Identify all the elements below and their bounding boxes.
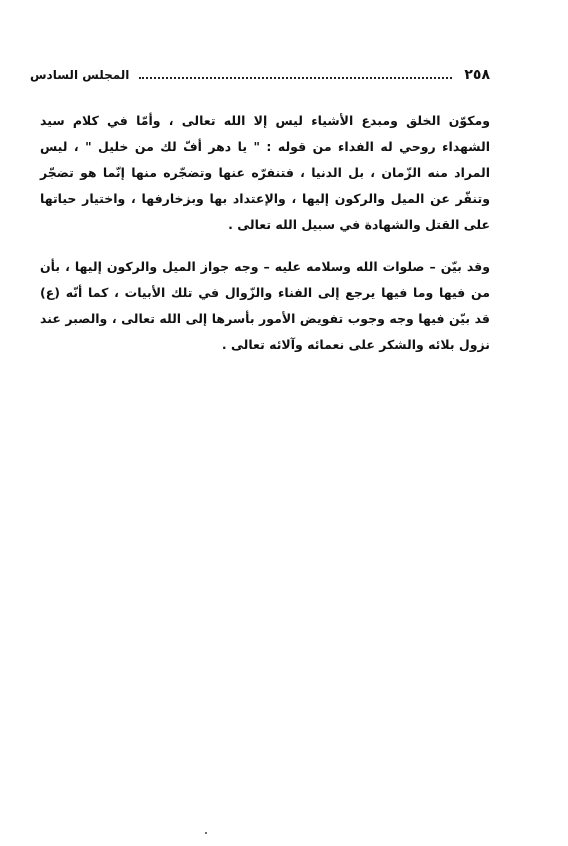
- dotted-leader: [139, 77, 452, 79]
- paragraph-1: ومكوّن الخلق ومبدع الأشياء ليس إلا الله تعالى ، وأمّا في كلام سيد الشهداء روحي له الفداء من قوله : " يا دهر أفّ لك من خليل " ، ليس المراد منه الزّمان ، بل الدنيا ، فتنفرّه عنها وتضجّره منها إنّما هو تضجّر وتنفّر عن الميل والركون إليها ، والإعتداد بها وبزخارفها ، واختيار حياتها على القتل والشهادة في سبيل الله تعالى .: [40, 113, 490, 232]
- running-header: [30, 64, 490, 86]
- body-text: [40, 108, 490, 358]
- paragraph-2: وقد بيّن – صلوات الله وسلامه عليه – وجه جواز الميل والركون إليها ، بأن من فيها وما فيها يرجع إلى الفناء والزّوال في تلك الأبيات ، كما أنّه (ع) قد بيّن فيها وجه وجوب تفويض الأمور بأسرها إلى الله تعالى ، والصبر عند نزول بلائه والشكر على نعمائه وآلائه تعالى .: [40, 259, 490, 352]
- footer-mark: [205, 832, 207, 834]
- chapter-title: المجلس السادس: [30, 68, 130, 82]
- page-number: ٢٥٨: [464, 67, 490, 83]
